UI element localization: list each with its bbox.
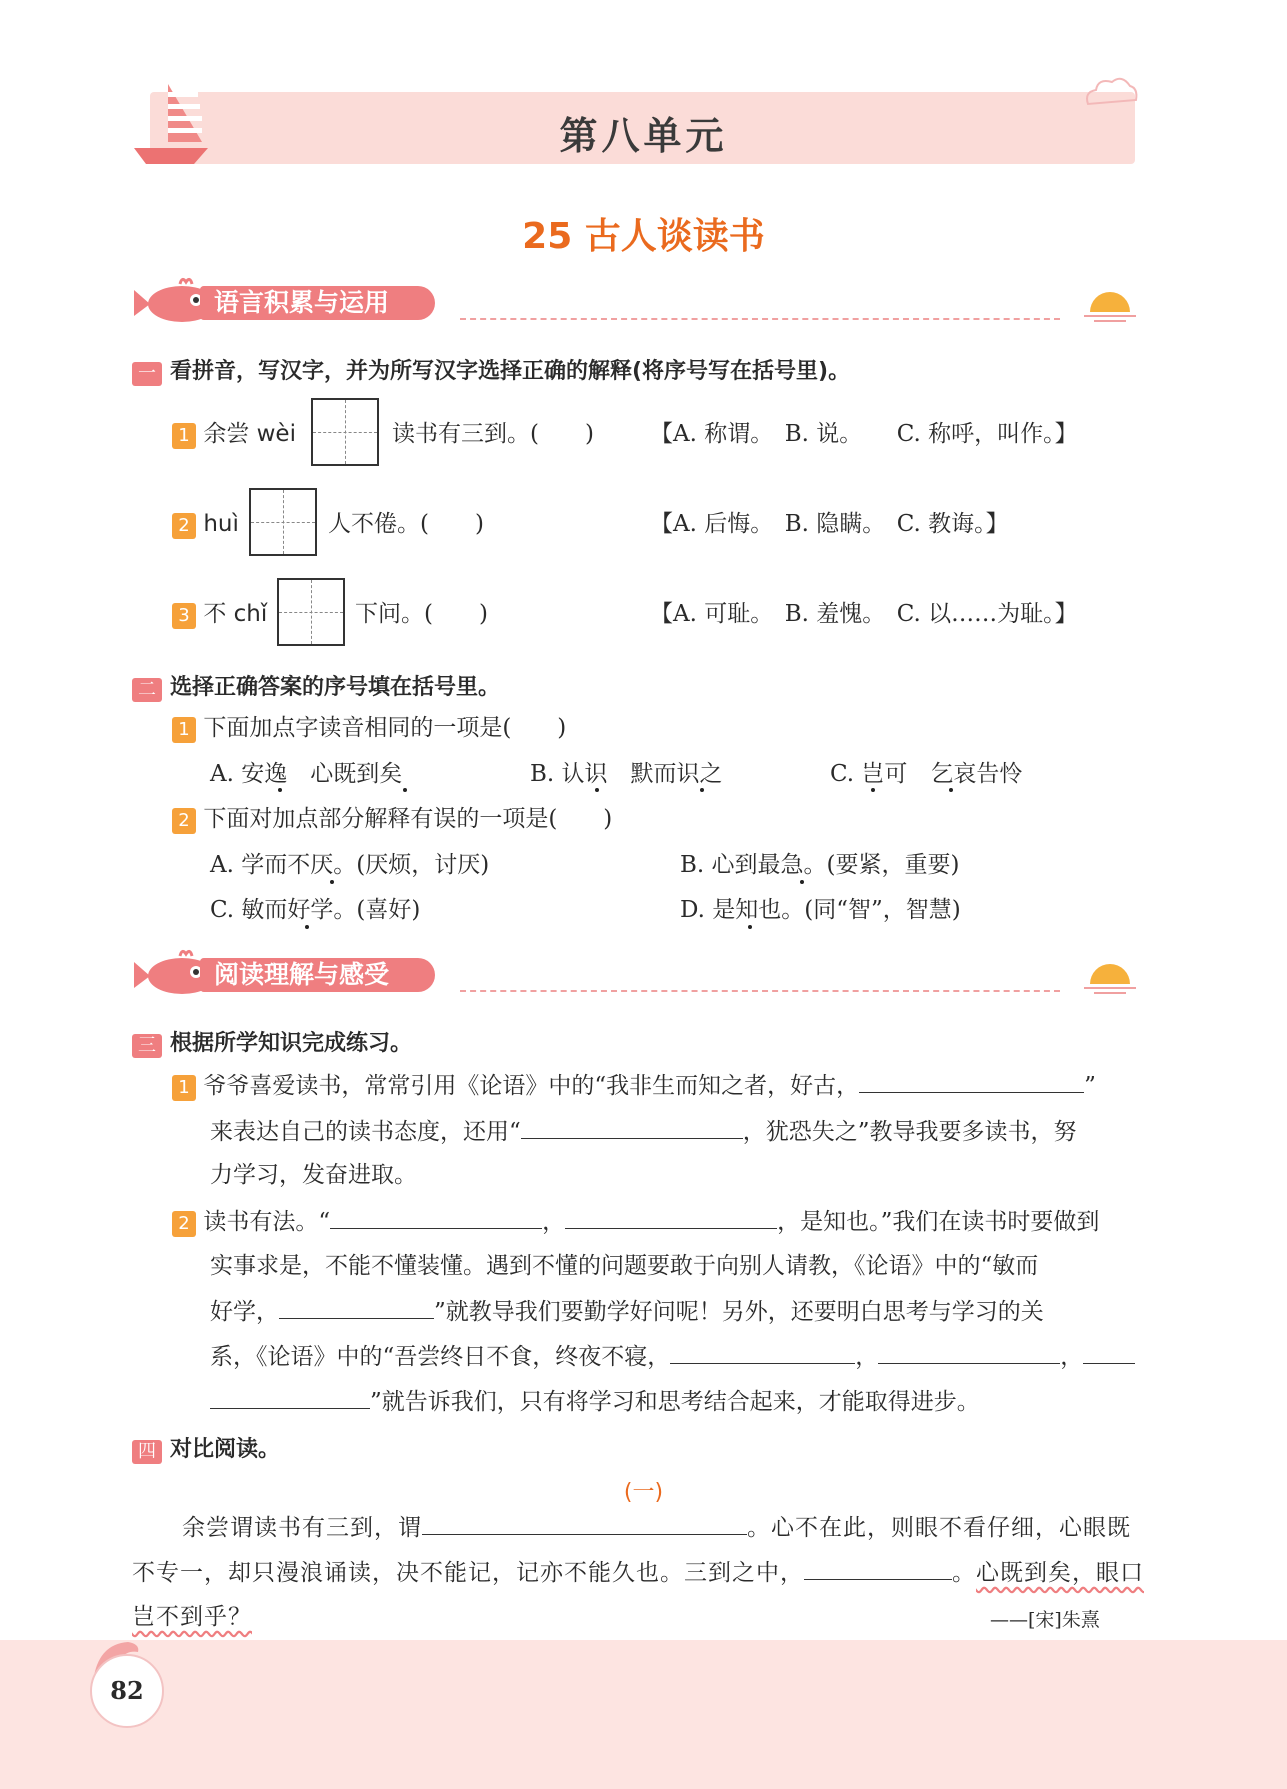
- section-title: 语言积累与运用: [200, 286, 435, 320]
- q2-item-2-option-d: D. 是知也。(同“智”，智慧): [680, 897, 961, 923]
- item-number: 1: [172, 423, 196, 449]
- emphasis-dot: [305, 925, 309, 929]
- pinyin-prompt: 不 chǐ: [203, 601, 268, 627]
- q3-item-1-line-1: [172, 1070, 1096, 1101]
- passage-subtitle: (一): [623, 1480, 664, 1505]
- text: 来表达自己的读书态度，还用“: [210, 1119, 521, 1145]
- text: ”: [1084, 1073, 1096, 1099]
- question-1-header: [132, 354, 850, 386]
- answer-blank[interactable]: [565, 1206, 777, 1229]
- emphasis-dot: [403, 788, 407, 792]
- question-prompt: 看拼音，写汉字，并为所写汉字选择正确的解释(将序号写在括号里)。: [170, 359, 851, 384]
- passage-source: ——[宋]朱熹: [990, 1609, 1100, 1631]
- dashed-divider: [460, 318, 1060, 320]
- question-tag: 三: [132, 1034, 162, 1058]
- item-number: 2: [172, 808, 196, 834]
- q1-item-3: [172, 599, 267, 629]
- question-prompt: 选择正确答案的序号填在括号里。: [170, 675, 501, 700]
- text: 读书有法。“: [203, 1209, 331, 1235]
- q1-item-1: [172, 419, 296, 449]
- question-tag: 四: [132, 1440, 162, 1464]
- item-number: 2: [172, 1211, 196, 1237]
- q1-item-2-options: 【A. 后悔。 B. 隐瞒。 C. 教诲。】: [650, 511, 1009, 537]
- text: 好学，: [210, 1299, 279, 1325]
- emphasis-dot: [871, 788, 875, 792]
- q3-item-2-line-1: [172, 1206, 1099, 1237]
- text: 爷爷喜爱读书，常常引用《论语》中的“我非生而知之者，好古，: [203, 1073, 860, 1099]
- question-3-header: [132, 1026, 412, 1058]
- q3-item-1-line-2: [210, 1116, 1077, 1147]
- q2-item-1-option-a: A. 安逸 心既到矣: [210, 761, 403, 787]
- item-number: 3: [172, 603, 196, 629]
- text: ”就教导我们要勤学好问呢！另外，还要明白思考与学习的关: [434, 1299, 1044, 1325]
- emphasis-dot: [278, 788, 282, 792]
- passage-line-2: [132, 1557, 1144, 1588]
- answer-blank[interactable]: [330, 1206, 542, 1229]
- item-stem: 下面加点字读音相同的一项是( ): [203, 715, 567, 741]
- character-writing-box[interactable]: [311, 398, 379, 466]
- dashed-divider: [460, 990, 1060, 992]
- answer-blank[interactable]: [279, 1296, 434, 1319]
- answer-blank[interactable]: [422, 1512, 747, 1535]
- section-header-language: [130, 284, 1140, 324]
- text: ，是知也。”我们在读书时要做到: [777, 1209, 1100, 1235]
- character-writing-box[interactable]: [277, 578, 345, 646]
- q1-item-1-sentence: 读书有三到。( ): [392, 421, 594, 447]
- text: 。: [952, 1560, 976, 1586]
- q1-item-1-options: 【A. 称谓。 B. 说。 C. 称呼，叫作。】: [650, 421, 1078, 447]
- text: 不专一，却只漫浪诵读，决不能记，记亦不能久也。三到之中，: [132, 1560, 804, 1586]
- q1-item-2-sentence: 人不倦。( ): [328, 511, 484, 537]
- answer-blank[interactable]: [521, 1116, 743, 1139]
- footer-background: [0, 1640, 1287, 1789]
- q2-item-2-option-b: B. 心到最急。(要紧，重要): [680, 852, 960, 878]
- item-number: 2: [172, 513, 196, 539]
- answer-blank[interactable]: [859, 1070, 1084, 1093]
- question-4-header: [132, 1432, 280, 1464]
- q3-item-2-line-3: [210, 1296, 1044, 1327]
- text: 余尝谓读书有三到，谓: [182, 1515, 422, 1541]
- answer-blank[interactable]: [210, 1386, 370, 1409]
- passage-line-3: [132, 1602, 252, 1632]
- emphasis-dot: [330, 880, 334, 884]
- answer-blank[interactable]: [878, 1341, 1060, 1364]
- text: ，犹恐失之”教导我要多读书，努: [742, 1119, 1077, 1145]
- q1-item-3-options: 【A. 可耻。 B. 羞愧。 C. 以……为耻。】: [650, 601, 1078, 627]
- q1-item-2: [172, 509, 239, 539]
- wavy-underlined-text: 心既到矣，眼口: [976, 1560, 1144, 1586]
- emphasis-dot: [949, 788, 953, 792]
- pinyin-prompt: 余尝 wèi: [203, 421, 296, 447]
- q2-item-2: [172, 804, 612, 834]
- answer-blank[interactable]: [804, 1557, 952, 1580]
- page-number: 82: [90, 1654, 164, 1728]
- q3-item-1-line-3: 力学习，发奋进取。: [210, 1162, 417, 1188]
- emphasis-dot: [700, 788, 704, 792]
- question-prompt: 根据所学知识完成练习。: [170, 1031, 413, 1056]
- item-number: 1: [172, 717, 196, 743]
- q2-item-2-option-a: A. 学而不厌。(厌烦，讨厌): [210, 852, 490, 878]
- character-writing-box[interactable]: [249, 488, 317, 556]
- emphasis-dot: [748, 925, 752, 929]
- sunset-icon: [1080, 284, 1140, 324]
- text: ，: [542, 1209, 566, 1235]
- question-prompt: 对比阅读。: [170, 1437, 281, 1462]
- answer-blank[interactable]: [670, 1341, 855, 1364]
- section-title: 阅读理解与感受: [200, 958, 435, 992]
- q3-item-2-line-4: [210, 1341, 1135, 1372]
- q2-item-1-option-c: C. 岂可 乞哀告怜: [830, 761, 1023, 787]
- section-header-reading: [130, 956, 1140, 996]
- q2-item-1: [172, 713, 566, 743]
- q3-item-2-line-2: 实事求是，不能不懂装懂。遇到不懂的问题要敢于向别人请教，《论语》中的“敏而: [210, 1253, 1039, 1279]
- passage-line-1: [182, 1512, 1131, 1543]
- wavy-underlined-text: 岂不到乎？: [132, 1604, 252, 1630]
- text: ”就告诉我们，只有将学习和思考结合起来，才能取得进步。: [370, 1389, 980, 1415]
- text: ，: [1060, 1344, 1084, 1370]
- question-2-header: [132, 670, 500, 702]
- sunset-icon: [1080, 956, 1140, 996]
- q2-item-1-option-b: B. 认识 默而识之: [530, 761, 723, 787]
- lesson-title: 25 古人谈读书: [522, 216, 765, 257]
- unit-title: 第八单元: [559, 114, 728, 158]
- text: 。心不在此，则眼不看仔细，心眼既: [747, 1515, 1131, 1541]
- question-tag: 二: [132, 678, 162, 702]
- q1-item-3-sentence: 下问。( ): [355, 601, 488, 627]
- item-number: 1: [172, 1075, 196, 1101]
- emphasis-dot: [595, 788, 599, 792]
- pinyin-prompt: huì: [203, 511, 239, 537]
- item-stem: 下面对加点部分解释有误的一项是( ): [203, 806, 613, 832]
- question-tag: 一: [132, 362, 162, 386]
- q2-item-2-option-c: C. 敏而好学。(喜好): [210, 897, 421, 923]
- text: 系，《论语》中的“吾尝终日不食，终夜不寝，: [210, 1344, 671, 1370]
- emphasis-dot: [800, 880, 804, 884]
- text: ，: [855, 1344, 879, 1370]
- q3-item-2-line-5: [210, 1386, 980, 1417]
- answer-blank[interactable]: [1083, 1341, 1135, 1364]
